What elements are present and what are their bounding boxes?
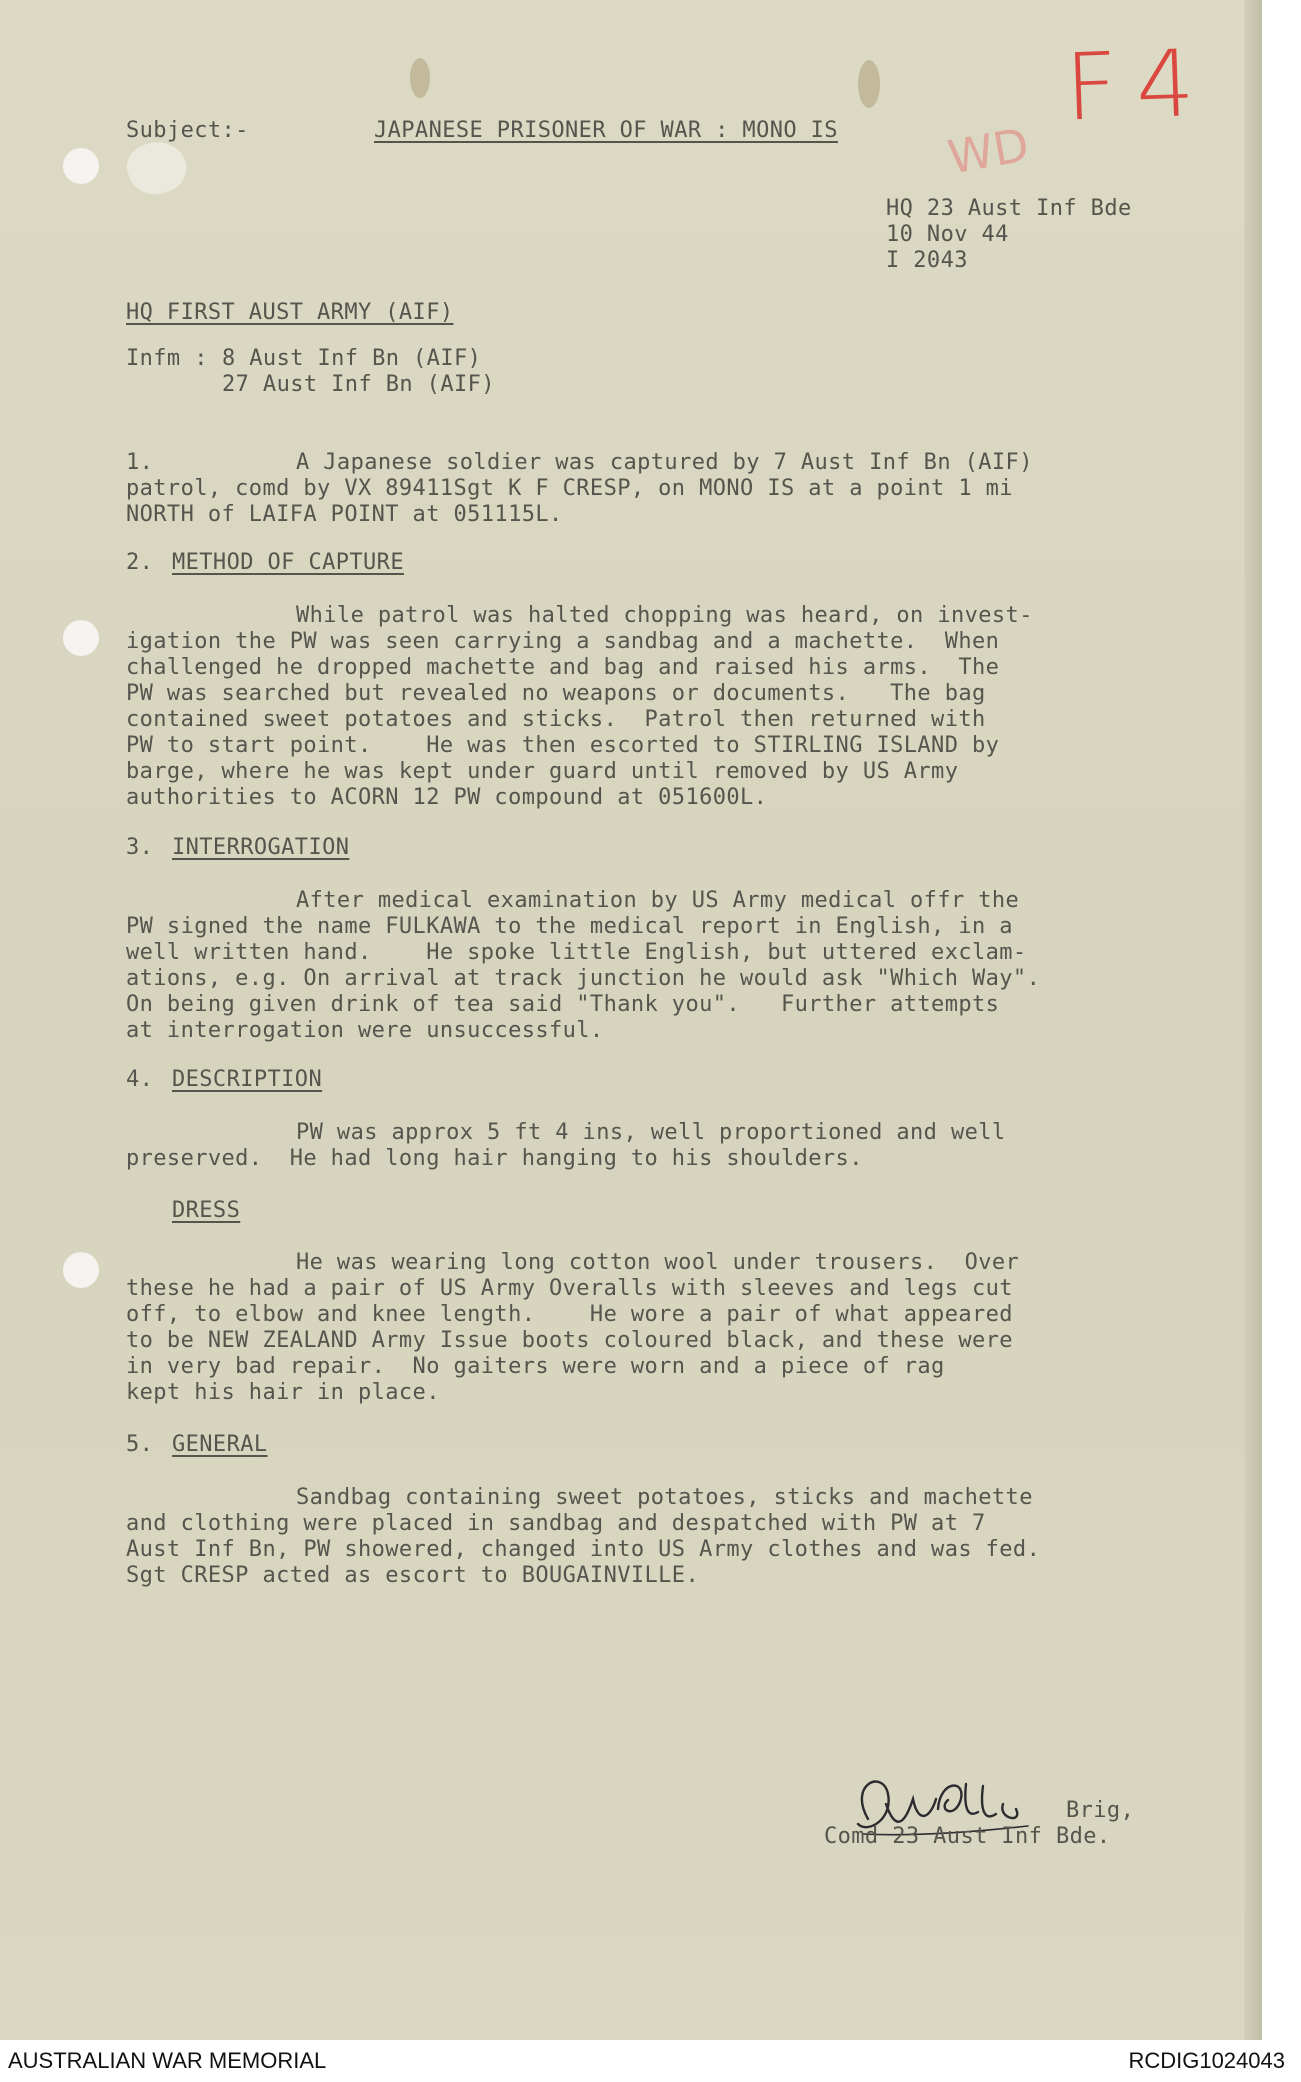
para-line: igation the PW was seen carrying a sandbag and a machette. When (126, 629, 1000, 654)
para-line: kept his hair in place. (126, 1380, 440, 1405)
para-line: authorities to ACORN 12 PW compound at 051600L. (126, 785, 768, 810)
para-line: contained sweet potatoes and sticks. Patrol then returned with (126, 707, 986, 732)
punch-hole-middle (63, 620, 99, 656)
para-3-number: 3. (126, 835, 154, 860)
para-line: patrol, comd by VX 89411Sgt K F CRESP, on MONO IS at a point 1 mi (126, 476, 1013, 501)
para-3-body (126, 888, 1040, 1044)
para-line: NORTH of LAIFA POINT at 051115L. (126, 502, 563, 527)
para-4-heading: DESCRIPTION (172, 1067, 323, 1092)
para-line: ations, e.g. On arrival at track junction he would ask "Which Way". (126, 966, 1041, 991)
para-1-body (126, 450, 1033, 528)
punch-hole-top (63, 148, 99, 184)
addressee: HQ FIRST AUST ARMY (AIF) (126, 300, 454, 325)
para-line: barge, where he was kept under guard until removed by US Army (126, 759, 959, 784)
para-line: On being given drink of tea said "Thank you". Further attempts (126, 992, 1000, 1017)
infm-label: Infm : (126, 346, 208, 371)
signatory-appointment: Comd 23 Aust Inf Bde. (824, 1824, 1111, 1849)
from-unit: HQ 23 Aust Inf Bde (886, 196, 1132, 221)
para-4-number: 4. (126, 1067, 154, 1092)
handwritten-note: WD (943, 117, 1033, 185)
para-line: and clothing were placed in sandbag and despatched with PW at 7 (126, 1511, 986, 1536)
para-line: A Japanese soldier was captured by 7 Aust Inf Bn (AIF) (296, 450, 1033, 475)
para-5-heading: GENERAL (172, 1432, 268, 1457)
para-line: challenged he dropped machette and bag and raised his arms. The (126, 655, 1000, 680)
para-2-heading: METHOD OF CAPTURE (172, 550, 404, 575)
punch-hole-bottom (63, 1252, 99, 1288)
para-line: well written hand. He spoke little English, but uttered exclam- (126, 940, 1027, 965)
memo-reference: I 2043 (886, 248, 968, 273)
para-line: at interrogation were unsuccessful. (126, 1018, 604, 1043)
archive-credit: AUSTRALIAN WAR MEMORIAL (8, 2048, 327, 2073)
para-2-body (126, 603, 1033, 811)
subject-label: Subject:- (126, 118, 249, 143)
archive-id: RCDIG1024043 (1128, 2048, 1285, 2073)
para-line: in very bad repair. No gaiters were worn and a piece of rag (126, 1354, 945, 1379)
staple-stain-right (858, 60, 880, 108)
infm-unit-1: 8 Aust Inf Bn (AIF) (222, 346, 482, 371)
para-line: PW signed the name FULKAWA to the medical report in English, in a (126, 914, 1013, 939)
infm-unit-2: 27 Aust Inf Bn (AIF) (222, 372, 495, 397)
para-line: PW was approx 5 ft 4 ins, well proportioned and well (296, 1120, 1006, 1145)
memo-date: 10 Nov 44 (886, 222, 1009, 247)
para-line: PW to start point. He was then escorted to STIRLING ISLAND by (126, 733, 1000, 758)
para-line: Sgt CRESP acted as escort to BOUGAINVILLE. (126, 1563, 700, 1588)
para-2-number: 2. (126, 550, 154, 575)
para-5-number: 5. (126, 1432, 154, 1457)
para-line: these he had a pair of US Army Overalls with sleeves and legs cut (126, 1276, 1013, 1301)
signatory-rank: Brig, (1066, 1798, 1135, 1823)
para-line: PW was searched but revealed no weapons or documents. The bag (126, 681, 986, 706)
para-line: Sandbag containing sweet potatoes, sticks and machette (296, 1485, 1033, 1510)
staple-stain-left (410, 58, 430, 98)
dress-heading: DRESS (172, 1198, 241, 1223)
dress-body (126, 1250, 1019, 1406)
para-5-body (126, 1485, 1040, 1589)
page-edge (1244, 0, 1262, 2040)
para-4-body (126, 1120, 1006, 1172)
para-line: While patrol was halted chopping was heard, on invest- (296, 603, 1033, 628)
para-line: After medical examination by US Army medical offr the (296, 888, 1020, 913)
para-1-number: 1. (126, 450, 154, 475)
handwritten-code: F4 (1063, 29, 1215, 142)
para-line: He was wearing long cotton wool under trousers. Over (296, 1250, 1020, 1275)
para-line: preserved. He had long hair hanging to his shoulders. (126, 1146, 863, 1171)
para-line: off, to elbow and knee length. He wore a pair of what appeared (126, 1302, 1013, 1327)
para-line: Aust Inf Bn, PW showered, changed into US Army clothes and was fed. (126, 1537, 1041, 1562)
subject-text: JAPANESE PRISONER OF WAR : MONO IS (374, 118, 838, 143)
para-3-heading: INTERROGATION (172, 835, 350, 860)
para-line: to be NEW ZEALAND Army Issue boots coloured black, and these were (126, 1328, 1013, 1353)
